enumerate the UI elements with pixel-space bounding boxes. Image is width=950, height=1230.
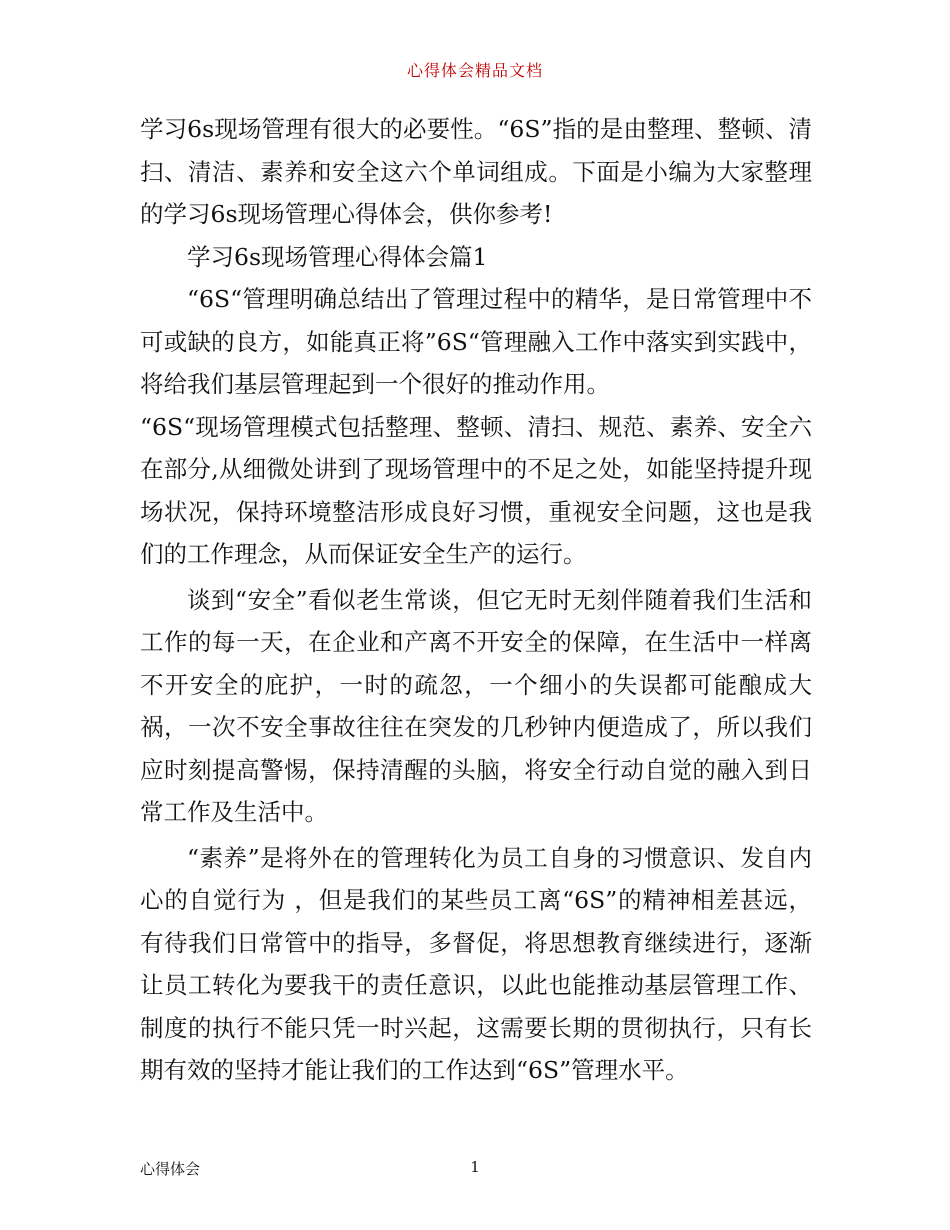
- page-header-title: 心得体会精品文档: [406, 61, 543, 80]
- body-paragraph-1: “6S“管理明确总结出了管理过程中的精华，是日常管理中不可或缺的良方，如能真正将”6S“管理融入工作中落实到实践中，将给我们基层管理起到一个很好的推动作用。: [140, 285, 812, 398]
- intro-paragraph: 学习6s现场管理有很大的必要性。“6S”指的是由整理、整顿、清扫、清洁、素养和安全这六个单词组成。下面是小编为大家整理的学习6s现场管理心得体会，供你参考!: [140, 115, 812, 228]
- footer-label: 心得体会: [140, 1160, 201, 1178]
- body-paragraph-3: 谈到“安全”看似老生常谈，但它无时无刻伴随着我们生活和工作的每一天，在企业和产离不开安全的保障，在生活中一样离不开安全的庇护，一时的疏忽，一个细小的失误都可能酿成大祸，一次不安全事故往往在突发的几秒钟内便造成了，所以我们应时刻提高警惕，保持清醒的头脑，将安全行动自觉的融入到日常工作及生活中。: [140, 585, 812, 826]
- section-heading: 学习6s现场管理心得体会篇1: [187, 242, 488, 271]
- document-body: [140, 108, 812, 1092]
- body-paragraph-2: “6S“现场管理模式包括整理、整顿、清扫、规范、素养、安全六在部分,从细微处讲到了现场管理中的不足之处，如能坚持提升现场状况，保持环境整洁形成良好习惯，重视安全问题，这也是我们的工作理念，从而保证安全生产的运行。: [140, 412, 812, 568]
- body-paragraph-4: “素养”是将外在的管理转化为员工自身的习惯意识、发自内心的自觉行为 ，但是我们的某些员工离“6S”的精神相差甚远，有待我们日常管中的指导，多督促，将思想教育继续进行，逐渐让员工转化为要我干的责任意识，以此也能推动基层管理工作、制度的执行不能只凭一时兴起，这需要长期的贯彻执行，只有长期有效的坚持才能让我们的工作达到“6S”管理水平。: [140, 843, 812, 1084]
- page-number: 1: [470, 1158, 480, 1176]
